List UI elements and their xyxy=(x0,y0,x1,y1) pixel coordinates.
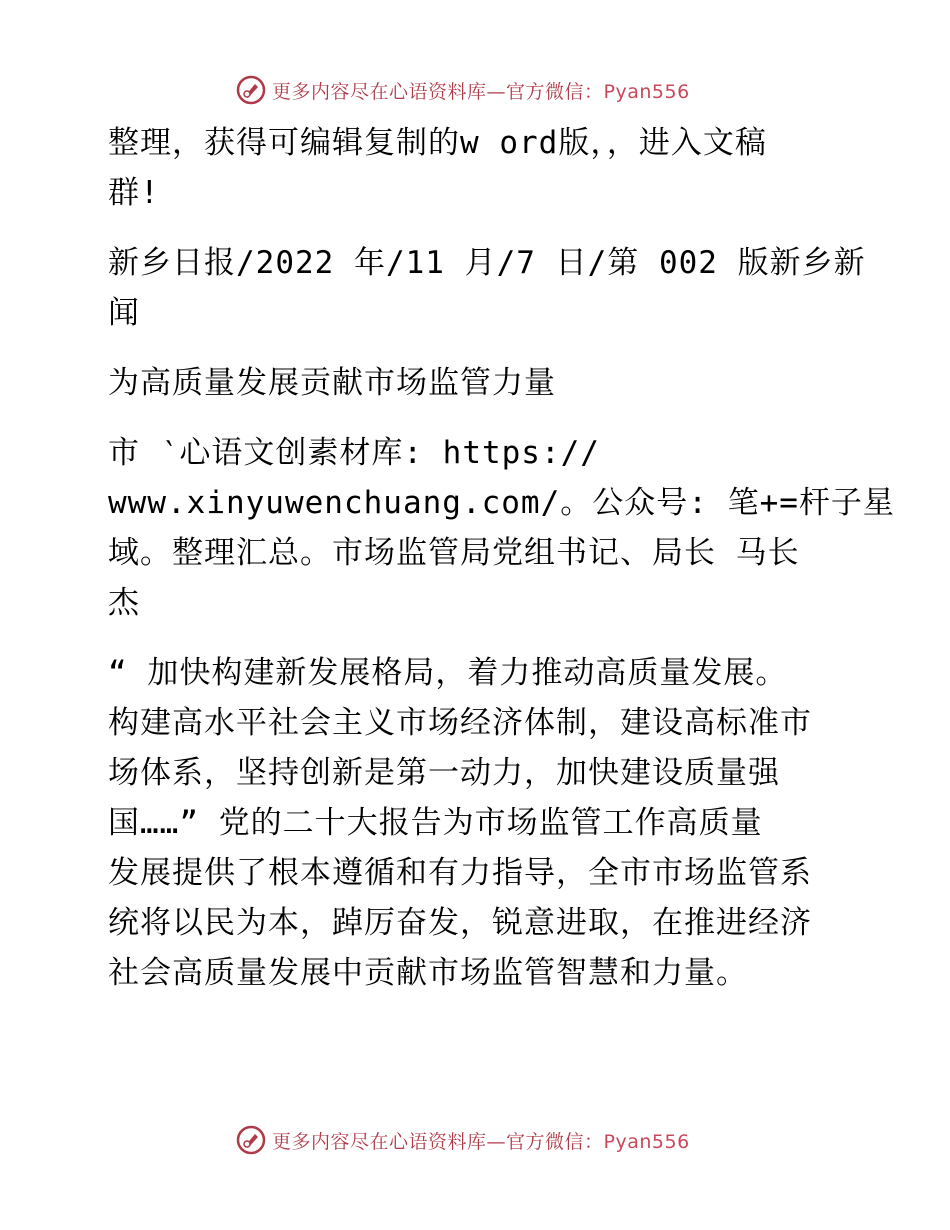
paragraph-author: 市 ‵心语文创素材库: https:// www.xinyuwenchuang.com/。公众号: 笔+=杆子星 域。整理汇总。市场监管局党组书记、局长 马长 杰 xyxy=(108,435,895,621)
banner-text: 更多内容尽在心语资料库—官方微信：Pyan556 xyxy=(272,80,690,103)
paragraph-body: “ 加快构建新发展格局，着力推动高质量发展。 构建高水平社会主义市场经济体制，建设高标准市 场体系，坚持创新是第一动力，加快建设质量强 国……” 党的二十大报告为市场监管工作高质量 发展提供了根本遵循和有力指导，全市市场监管系 统将以民为本，踔厉奋发，锐意进取，在推进经济 社会高质量发展中贡献市场监管智慧和力量。 xyxy=(108,655,812,991)
document-body xyxy=(98,118,895,998)
pen-nib-logo-icon xyxy=(236,75,266,105)
header-banner xyxy=(236,72,690,108)
paragraph-instruction: 整理，获得可编辑复制的w ord版，，进入文稿 群! xyxy=(108,125,767,211)
banner-text: 更多内容尽在心语资料库—官方微信：Pyan556 xyxy=(272,1130,690,1153)
paragraph-source: 新乡日报/2022 年/11 月/7 日/第 002 版新乡新 闻 xyxy=(108,245,866,331)
footer-banner xyxy=(236,1122,690,1158)
pen-nib-logo-icon xyxy=(236,1125,266,1155)
article-title: 为高质量发展贡献市场监管力量 xyxy=(108,365,556,401)
